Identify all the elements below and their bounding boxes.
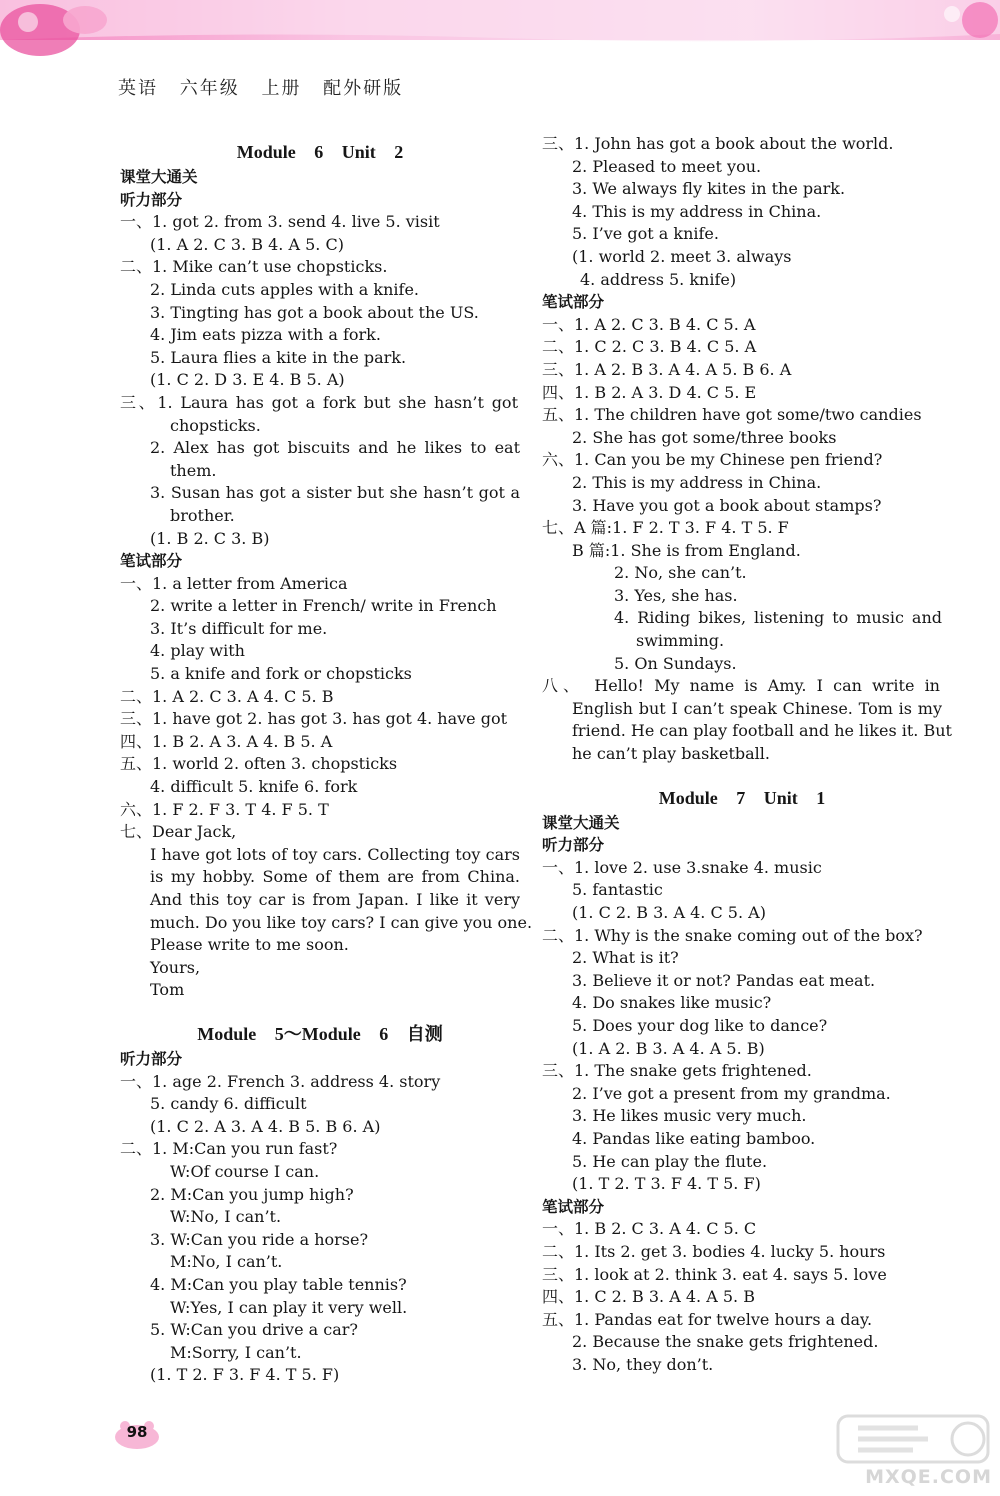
answer-line: 2. Pleased to meet you. xyxy=(572,156,762,176)
answer-line: (1. T 2. T 3. F 4. T 5. F) xyxy=(572,1174,761,1194)
answer-line: 二、1. M:Can you run fast? xyxy=(120,1139,338,1159)
answer-line: 4. This is my address in China. xyxy=(572,201,822,221)
answer-line: 4. M:Can you play table tennis? xyxy=(150,1274,407,1294)
answer-line: W:Of course I can. xyxy=(170,1161,320,1181)
answer-line: 5. Does your dog like to dance? xyxy=(572,1015,828,1035)
answer-line: 七、Dear Jack, xyxy=(120,822,237,842)
subsection-label: 笔试部分 xyxy=(542,1197,605,1216)
left-answer-column xyxy=(120,134,533,1387)
answer-line: 2. M:Can you jump high? xyxy=(150,1184,354,1204)
answer-line: 一、1. love 2. use 3.snake 4. music xyxy=(542,857,822,877)
answer-line: 3. We always fly kites in the park. xyxy=(572,179,846,199)
answer-line: 5. He can play the flute. xyxy=(572,1151,768,1171)
answer-line: 一、1. age 2. French 3. address 4. story xyxy=(120,1071,441,1091)
answer-line: I have got lots of toy cars. Collecting toy cars xyxy=(150,844,520,864)
answer-line: 五、1. The children have got some/two candies xyxy=(542,405,922,425)
answer-line: 三、1. The snake gets frightened. xyxy=(542,1061,812,1081)
answer-line: 5. I’ve got a knife. xyxy=(572,224,719,244)
answer-line: 二、1. C 2. C 3. B 4. C 5. A xyxy=(542,337,757,357)
answer-line: 2. No, she can’t. xyxy=(614,563,747,583)
answer-line: (1. C 2. D 3. E 4. B 5. A) xyxy=(150,370,345,390)
right-answer-column xyxy=(542,133,952,1376)
answer-line: M:Sorry, I can’t. xyxy=(170,1342,302,1362)
answer-line: 一、1. B 2. C 3. A 4. C 5. C xyxy=(542,1219,757,1239)
answer-line: Yours, xyxy=(150,957,201,977)
answer-line: 5. a knife and fork or chopsticks xyxy=(150,664,412,684)
answer-line: 2. Linda cuts apples with a knife. xyxy=(150,279,420,299)
answer-line: 一、1. a letter from America xyxy=(120,573,348,593)
answer-line: 3. No, they don’t. xyxy=(572,1354,714,1374)
answer-line: 2. write a letter in French/ write in French xyxy=(150,596,497,616)
answer-line: 八、 Hello! My name is Amy. I can write in xyxy=(542,676,940,696)
answer-line: 5. candy 6. difficult xyxy=(150,1094,307,1114)
decorative-floral-banner xyxy=(0,0,1000,58)
answer-line: W:Yes, I can play it very well. xyxy=(170,1297,408,1317)
answer-line: 3. Have you got a book about stamps? xyxy=(572,495,882,515)
answer-line: 3. Tingting has got a book about the US. xyxy=(150,302,479,322)
subsection-label: 听力部分 xyxy=(542,836,605,855)
answer-line: 四、1. B 2. A 3. D 4. C 5. E xyxy=(542,382,757,402)
answer-line: 3. It’s difficult for me. xyxy=(150,618,328,638)
answer-line: them. xyxy=(170,460,217,480)
answer-line: 二、1. A 2. C 3. A 4. C 5. B xyxy=(120,686,334,706)
answer-line: 2. Because the snake gets frightened. xyxy=(572,1332,879,1352)
answer-line: 4. Riding bikes, listening to music and xyxy=(614,608,942,628)
answer-line: brother. xyxy=(170,505,235,525)
subsection-label: 听力部分 xyxy=(120,1049,183,1068)
section-heading: Module 6 Unit 2 xyxy=(236,142,404,162)
watermark-logo xyxy=(818,1408,998,1468)
answer-line: swimming. xyxy=(636,631,725,651)
answer-line: 二、1. Its 2. get 3. bodies 4. lucky 5. hours xyxy=(542,1241,886,1261)
answer-line: 七、A 篇:1. F 2. T 3. F 4. T 5. F xyxy=(542,518,789,538)
answer-line: 三、1. A 2. B 3. A 4. A 5. B 6. A xyxy=(542,359,792,379)
page-number: 98 xyxy=(126,1423,148,1441)
section-heading: Module 7 Unit 1 xyxy=(658,787,826,808)
answer-line: 3. Susan has got a sister but she hasn’t got a xyxy=(150,483,520,503)
answer-line: (1. world 2. meet 3. always xyxy=(572,246,792,266)
answer-line: 5. fantastic xyxy=(572,880,663,900)
answer-line: is my hobby. Some of them are from China. xyxy=(150,867,520,887)
answer-line: 2. What is it? xyxy=(572,948,679,968)
answer-line: 四、1. B 2. A 3. A 4. B 5. A xyxy=(120,731,333,751)
section-heading: Module 5～Module 6 自测 xyxy=(197,1023,443,1044)
answer-line: M:No, I can’t. xyxy=(170,1252,283,1272)
answer-line: 四、1. C 2. B 3. A 4. A 5. B xyxy=(542,1287,755,1307)
answer-line: 4. Do snakes like music? xyxy=(572,993,772,1013)
answer-line: 三、1. look at 2. think 3. eat 4. says 5. love xyxy=(542,1264,887,1284)
answer-line: (1. A 2. C 3. B 4. A 5. C) xyxy=(150,234,344,254)
answer-line: 4. difficult 5. knife 6. fork xyxy=(150,777,358,797)
answer-line: 4. Jim eats pizza with a fork. xyxy=(150,325,381,345)
answer-line: 六、1. F 2. F 3. T 4. F 5. T xyxy=(120,799,329,819)
answer-line: 3. He likes music very much. xyxy=(572,1106,807,1126)
answer-line: 一、1. got 2. from 3. send 4. live 5. visit xyxy=(120,212,440,232)
answer-line: friend. He can play football and he likes it. But xyxy=(572,721,952,741)
answer-line: B 篇:1. She is from England. xyxy=(572,540,801,560)
answer-line: And this toy car is from Japan. I like it very xyxy=(150,890,520,909)
answer-line: 3. Yes, she has. xyxy=(614,585,738,605)
watermark-url: MXQE.COM xyxy=(865,1466,992,1488)
subsection-label: 课堂大通关 xyxy=(120,168,198,186)
watermark xyxy=(818,1408,998,1492)
answer-line: 4. Pandas like eating bamboo. xyxy=(572,1128,816,1148)
answer-line: he can’t play basketball. xyxy=(572,744,770,764)
answer-line: (1. C 2. A 3. A 4. B 5. B 6. A) xyxy=(150,1116,381,1136)
answer-line: Tom xyxy=(150,980,185,1000)
page-number-badge xyxy=(114,1420,160,1450)
answer-line: (1. C 2. B 3. A 4. C 5. A) xyxy=(572,903,766,922)
answer-line: 三、1. John has got a book about the world. xyxy=(542,134,894,153)
answer-line: 三、1. Laura has got a fork but she hasn’t got xyxy=(120,392,518,412)
answer-line: 5. W:Can you drive a car? xyxy=(150,1320,358,1340)
answer-line: 二、1. Why is the snake coming out of the box? xyxy=(542,925,923,945)
subsection-label: 笔试部分 xyxy=(542,293,605,312)
subsection-label: 课堂大通关 xyxy=(542,813,620,832)
answer-line: (1. B 2. C 3. B) xyxy=(150,528,270,548)
answer-line: English but I can’t speak Chinese. Tom is my xyxy=(572,698,942,718)
answer-line: 五、1. world 2. often 3. chopsticks xyxy=(120,754,398,774)
answer-line: 2. I’ve got a present from my grandma. xyxy=(572,1083,891,1103)
answer-line: 4. address 5. knife) xyxy=(580,269,737,289)
answer-line: much. Do you like toy cars? I can give you one. xyxy=(150,912,533,932)
answer-line: 二、1. Mike can’t use chopsticks. xyxy=(120,257,388,277)
answer-line: 2. Alex has got biscuits and he likes to eat xyxy=(150,438,520,458)
answer-line: 2. This is my address in China. xyxy=(572,472,822,492)
answer-line: 六、1. Can you be my Chinese pen friend? xyxy=(542,450,883,470)
book-title: 英语 六年级 上册 配外研版 xyxy=(118,78,404,99)
answer-line: (1. A 2. B 3. A 4. A 5. B) xyxy=(572,1038,765,1058)
answer-line: 5. Laura flies a kite in the park. xyxy=(150,347,407,367)
subsection-label: 听力部分 xyxy=(120,190,183,209)
answer-line: W:No, I can’t. xyxy=(170,1207,282,1227)
answer-line: 4. play with xyxy=(150,641,245,661)
answer-line: 3. W:Can you ride a horse? xyxy=(150,1229,369,1249)
answer-line: 三、1. have got 2. has got 3. has got 4. have got xyxy=(120,709,508,729)
answer-line: 5. On Sundays. xyxy=(614,653,737,673)
answer-line: 2. She has got some/three books xyxy=(572,427,837,447)
subsection-label: 笔试部分 xyxy=(120,552,183,571)
answer-line: (1. T 2. F 3. F 4. T 5. F) xyxy=(150,1365,340,1385)
answer-line: 五、1. Pandas eat for twelve hours a day. xyxy=(542,1309,873,1329)
answer-line: chopsticks. xyxy=(170,415,261,435)
answer-line: 一、1. A 2. C 3. B 4. C 5. A xyxy=(542,314,756,334)
answer-line: 3. Believe it or not? Pandas eat meat. xyxy=(572,970,876,990)
answer-line: Please write to me soon. xyxy=(150,935,349,955)
